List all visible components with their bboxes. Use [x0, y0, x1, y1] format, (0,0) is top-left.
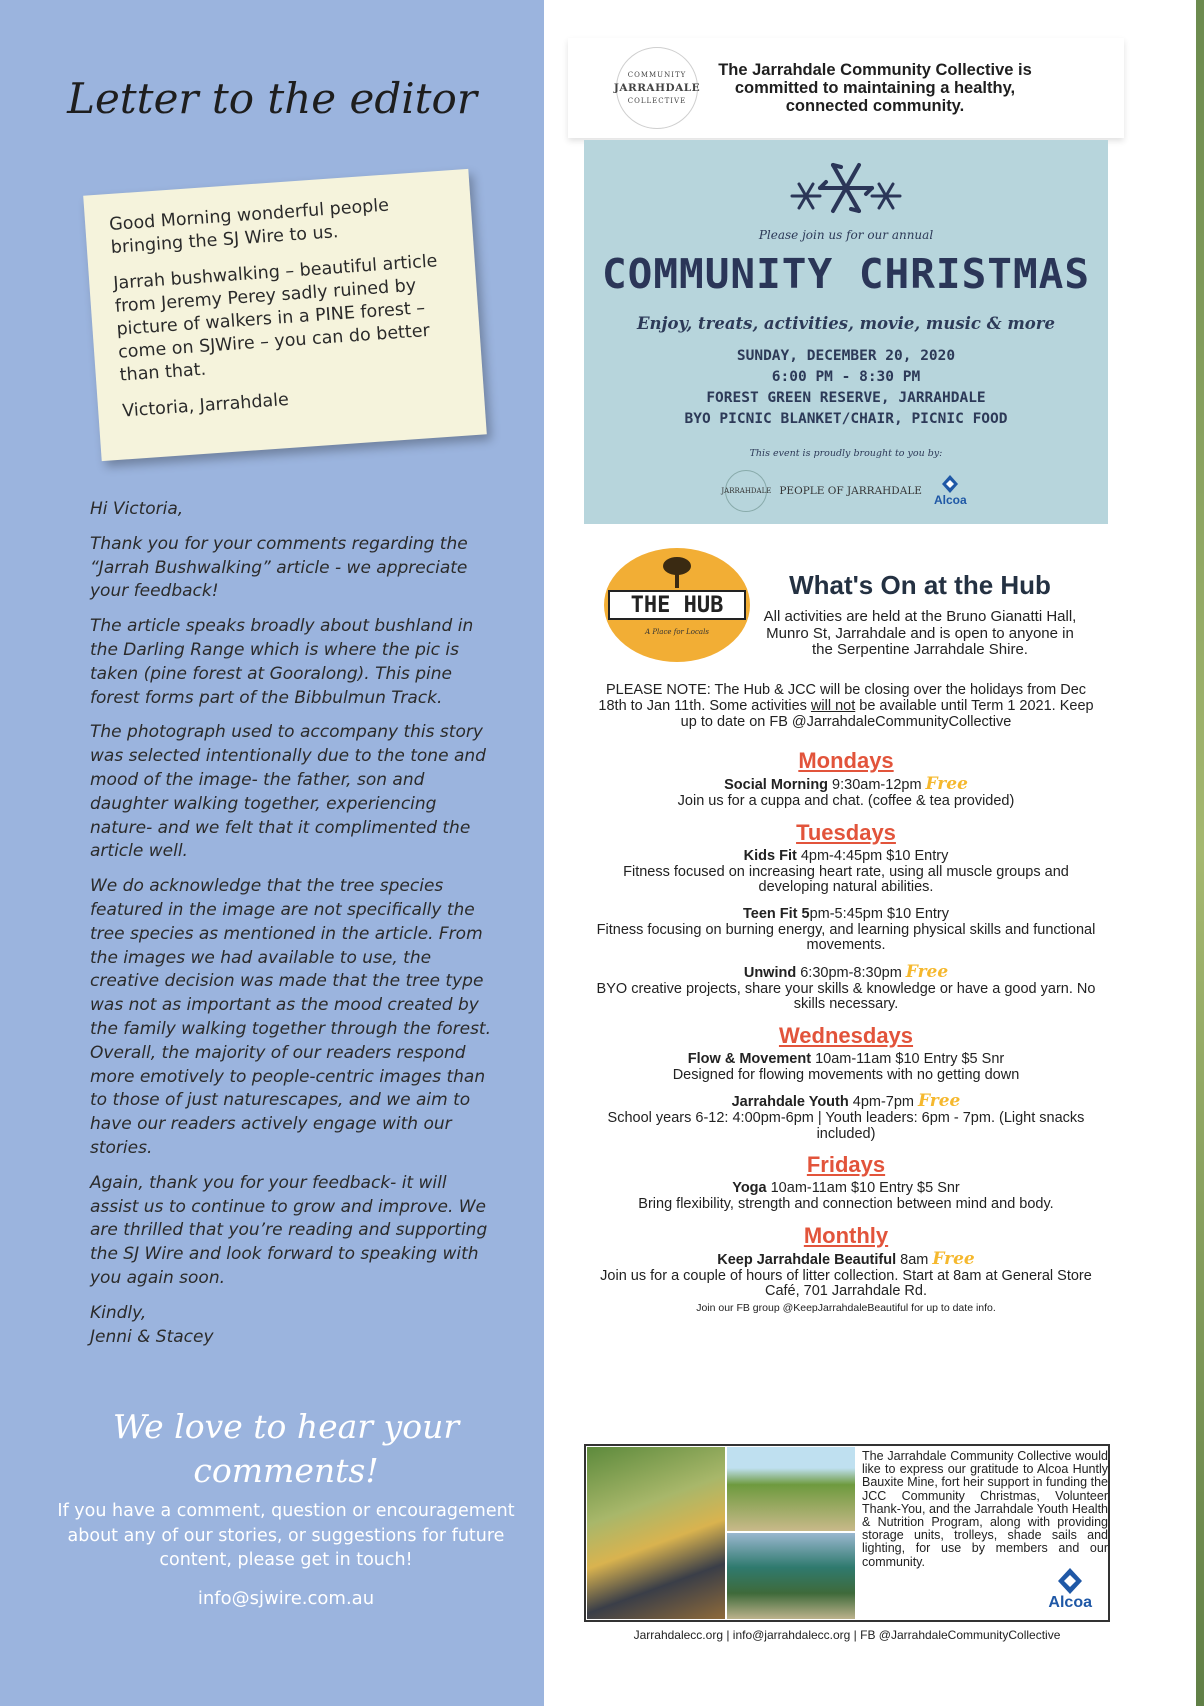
jcc-header [568, 38, 1124, 138]
activity-time: 4pm-7pm [848, 1094, 915, 1110]
activity-name: Jarrahdale Youth [731, 1094, 849, 1110]
page-edge-photo-strip [1196, 0, 1204, 1706]
alcoa-logo [1048, 1568, 1092, 1612]
christmas-brought-by: This event is proudly brought to you by: [749, 448, 943, 459]
community-photos [586, 1446, 856, 1620]
the-hub-logo-text: THE HUB [608, 590, 746, 620]
activity-name: Yoga [732, 1180, 767, 1196]
alcoa-icon [940, 475, 960, 493]
jcc-tagline: The Jarrahdale Community Collective is committed to maintaining a healthy, connected community. [718, 61, 1032, 115]
day-heading-fridays: Fridays [806, 1152, 886, 1177]
hub-notice-text: PLEASE NOTE: The Hub & JCC will be closing over the holidays from Dec 18th to Jan 11th. Some activities [598, 682, 1087, 714]
reply-paragraph: The photograph used to accompany this story was selected intentionally due to the tone and mood of the image- the father, son and daughter walking together, experiencing nature- and we felt that it complimented the article well. [90, 722, 486, 862]
christmas-invite: Please join us for our annual [758, 228, 934, 242]
activity-keep-jarrahdale-beautiful [596, 1248, 1096, 1269]
note-paragraph: Jarrah bushwalking – beautiful article from Jeremy Perey sadly ruined by picture of walkers in a PINE forest – come on SJWire – you can do better than that. [112, 251, 439, 386]
day-heading-monthly: Monthly [803, 1222, 889, 1248]
comments-email-link[interactable]: info@sjwire.com.au [197, 1587, 375, 1609]
letter-title: Letter to the editor [67, 74, 477, 123]
activity-teen-fit [596, 906, 1096, 923]
day-heading-tuesdays: Tuesdays [796, 819, 896, 845]
reply-paragraph: Hi Victoria, [90, 499, 184, 519]
christmas-bring: BYO PICNIC BLANKET/CHAIR, PICNIC FOOD [684, 411, 1008, 427]
hub-title: What's On at the Hub [789, 570, 1051, 600]
activity-note: Join our FB group @KeepJarrahdaleBeautiful for up to date info. [696, 1301, 996, 1314]
christmas-title: COMMUNITY CHRISTMAS [602, 250, 1090, 298]
comments-callout [36, 1405, 536, 1609]
christmas-time: 6:00 PM - 8:30 PM [771, 369, 921, 385]
day-heading-wednesdays: Wednesdays [778, 1022, 914, 1048]
hub-notice-underlined: will not [810, 698, 856, 714]
activity-description: Fitness focusing on burning energy, and learning physical skills and functional movements. [596, 921, 1096, 953]
activity-description: Fitness focused on increasing heart rate, using all muscle groups and developing natural abilities. [623, 863, 1069, 895]
alcoa-thanks-box [584, 1444, 1110, 1622]
day-heading-mondays: Mondays [798, 748, 894, 773]
photo-park-gathering [726, 1446, 856, 1532]
christmas-details [584, 346, 1108, 430]
hub-intro: All activities are held at the Bruno Gianatti Hall, Munro St, Jarrahdale and is open to anyone in the Serpentine Jarrahdale Shire. [763, 608, 1077, 658]
activity-name: Keep Jarrahdale Beautiful [717, 1251, 897, 1268]
activity-time: 10am-11am $10 Entry $5 Snr [811, 1050, 1005, 1067]
reader-note [83, 169, 487, 461]
jcc-logo-top: COMMUNITY [627, 71, 687, 79]
reply-paragraph: The article speaks broadly about bushland in the Darling Range which is where the pic is taken (pine forest at Gooralong). This pine forest forms part of the Bibbulmun Track. [90, 616, 474, 708]
photo-guitar-players [586, 1446, 726, 1620]
activity-unwind [596, 961, 1096, 982]
thanks-text: The Jarrahdale Community Collective would like to express our gratitude to Alcoa Huntly Bauxite Mine, fort heir support in funding the JCC Community Christmas, Volunteer Thank-You, and the Jarrahdale Youth Health & Nutrition Program, along with providing storage units, trolleys, shade sails and lighting, for use by members and our community. [862, 1449, 1108, 1569]
reply-paragraph: We do acknowledge that the tree species featured in the image are not specifically the tree species as mentioned in the article. From the images we had available to use, the creative decision was made that the tree type was not as important as the mood created by the family walking together through the forest. Overall, the majority of our readers respond more emotively to people-centric images than to those of just naturescapes, and we aim to have our readers actively engage with our stories. [90, 876, 492, 1158]
note-signature: Victoria, Jarrahdale [121, 389, 290, 422]
free-badge: Free [918, 1091, 961, 1111]
alcoa-sponsor-label: Alcoa [933, 493, 967, 507]
activity-time: 10am-11am $10 Entry $5 Snr [766, 1180, 960, 1196]
the-hub-logo [604, 548, 750, 662]
activity-name: Social Morning [724, 777, 829, 793]
editor-reply [90, 498, 500, 1349]
activity-time: 4pm-4:45pm $10 Entry [796, 847, 949, 864]
jcc-logo-bottom: COLLECTIVE [627, 97, 687, 105]
the-hub-logo-tag: A Place for Locals [645, 628, 709, 636]
activity-jarrahdale-youth [596, 1093, 1096, 1111]
free-badge: Free [932, 1248, 975, 1269]
note-paragraph: Good Morning wonderful people bringing the SJ Wire to us. [108, 195, 390, 258]
christmas-flyer [584, 140, 1108, 524]
photo-volunteers-group [726, 1532, 856, 1620]
activity-name: Flow & Movement [687, 1050, 812, 1067]
activity-time: pm-5:45pm $10 Entry [809, 905, 950, 922]
people-of-jarrahdale-logo: PEOPLE OF JARRAHDALE [779, 485, 922, 497]
activity-name: Teen Fit 5 [742, 905, 810, 922]
jcc-contact-footer: Jarrahdalecc.org | info@jarrahdalecc.org | FB @JarrahdaleCommunityCollective [633, 1628, 1061, 1642]
activity-time: 9:30am-12pm [828, 777, 922, 793]
activity-social-morning [596, 776, 1096, 794]
activity-description: Designed for flowing movements with no getting down [672, 1066, 1020, 1083]
reply-signature: Jenni & Stacey [90, 1326, 214, 1347]
activity-name: Kids Fit [743, 847, 797, 864]
comments-heading: We love to hear your comments! [112, 1407, 460, 1490]
activity-description: Bring flexibility, strength and connection between mind and body. [638, 1196, 1054, 1212]
activity-description: BYO creative projects, share your skills & knowledge or have a good yarn. No skills necessary. [596, 980, 1096, 1012]
alcoa-logo-label: Alcoa [1048, 1594, 1092, 1611]
alcoa-sponsor-logo [934, 475, 967, 507]
activity-name: Unwind [743, 964, 797, 981]
jcc-sponsor-logo: JARRAHDALE [725, 470, 767, 512]
free-badge: Free [905, 961, 949, 982]
alcoa-icon [1055, 1568, 1085, 1594]
jcc-logo [613, 47, 701, 129]
activity-time: 8am [896, 1251, 929, 1268]
activity-description: School years 6-12: 4:00pm-6pm | Youth leaders: 6pm - 7pm. (Light snacks included) [607, 1110, 1085, 1142]
hub-notice [596, 682, 1096, 730]
reply-paragraph: Again, thank you for your feedback- it will assist us to continue to grow and improve. We are thrilled that you’re reading and supporting the SJ Wire and look forward to speaking with you again soon. [90, 1172, 488, 1288]
activity-description: Join us for a couple of hours of litter collection. Start at 8am at General Store Café, 701 Jarrahdale Rd. [600, 1267, 1092, 1299]
activity-yoga [596, 1180, 1096, 1197]
activity-time: 6:30pm-8:30pm [796, 964, 902, 981]
letter-panel [0, 0, 544, 1706]
activity-flow-movement [596, 1051, 1096, 1068]
activity-description: Join us for a cuppa and chat. (coffee & tea provided) [677, 793, 1015, 809]
reply-sign-off: Kindly, [90, 1302, 147, 1323]
activity-kids-fit [596, 848, 1096, 865]
hub-schedule [596, 746, 1096, 1314]
christmas-venue: FOREST GREEN RESERVE, JARRAHDALE [706, 390, 986, 406]
hub-notice-text: be available until Term 1 2021. Keep up to date on FB @JarrahdaleCommunityCollective [680, 698, 1094, 730]
christmas-subtitle: Enjoy, treats, activities, movie, music & more [636, 314, 1055, 333]
jcc-logo-main: JARRAHDALE [613, 82, 701, 94]
sponsor-logos [584, 470, 1108, 512]
comments-body: If you have a comment, question or encouragement about any of our stories, or suggestions for future content, please get in touch! [57, 1501, 515, 1570]
snowflakes-icon [584, 152, 1108, 222]
reply-paragraph: Thank you for your comments regarding the “Jarrah Bushwalking” article - we appreciate your feedback! [90, 533, 468, 602]
christmas-date: SUNDAY, DECEMBER 20, 2020 [736, 348, 956, 364]
free-badge: Free [925, 774, 968, 794]
